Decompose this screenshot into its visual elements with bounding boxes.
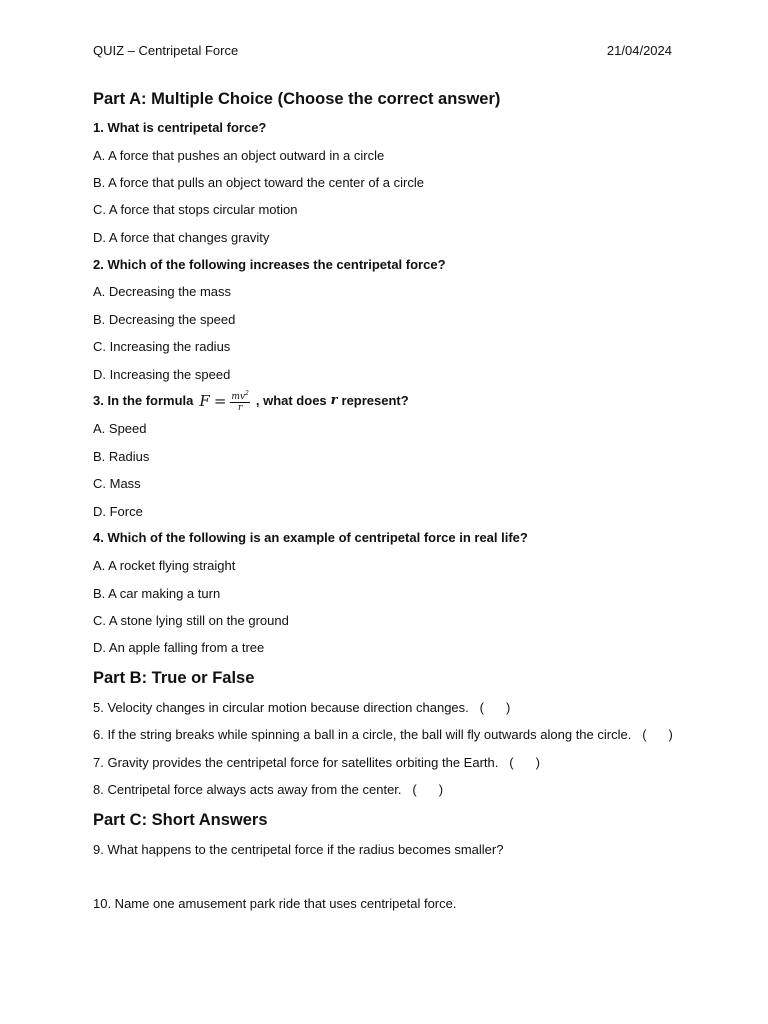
formula-numerator: $mv^2$ — [231, 390, 249, 402]
true-false-item — [93, 782, 443, 798]
centripetal-formula — [199, 388, 249, 414]
q1-option-c: C. A force that stops circular motion — [93, 202, 298, 217]
q4-option-d: D. An apple falling from a tree — [93, 640, 265, 655]
question-2: 2. Which of the following increases the centripetal force? — [93, 257, 446, 272]
true-false-item — [93, 700, 510, 716]
answer-blank-7[interactable]: ( ) — [509, 755, 540, 770]
answer-blank-6[interactable]: ( ) — [642, 727, 673, 742]
short-answer-9: 9. What happens to the centripetal force if the radius becomes smaller? — [93, 842, 504, 857]
q1-option-a: A. A force that pushes an object outward in a circle — [93, 148, 385, 163]
quiz-title: QUIZ – Centripetal Force — [93, 43, 239, 58]
question-1: 1. What is centripetal force? — [93, 120, 267, 135]
q3-prefix: 3. In the formula — [93, 393, 194, 408]
short-answer-10: 10. Name one amusement park ride that uses centripetal force. — [93, 896, 457, 911]
q4-option-c: C. A stone lying still on the ground — [93, 613, 289, 628]
q2-option-b: B. Decreasing the speed — [93, 312, 236, 327]
q1-option-b: B. A force that pulls an object toward the center of a circle — [93, 175, 424, 190]
q3-option-d: D. Force — [93, 504, 143, 519]
q3-variable: r — [330, 393, 338, 408]
true-false-item — [93, 727, 673, 743]
q3-option-a: A. Speed — [93, 421, 147, 436]
q1-option-d: D. A force that changes gravity — [93, 230, 270, 245]
q3-option-b: B. Radius — [93, 449, 150, 464]
question-4: 4. Which of the following is an example of centripetal force in real life? — [93, 530, 528, 545]
statement-6: 6. If the string breaks while spinning a ball in a circle, the ball will fly outwards along the circle. — [93, 727, 632, 742]
part-a-heading: Part A: Multiple Choice (Choose the correct answer) — [93, 90, 501, 108]
q2-option-a: A. Decreasing the mass — [93, 284, 232, 299]
true-false-item — [93, 755, 540, 771]
q3-option-c: C. Mass — [93, 476, 141, 491]
statement-7: 7. Gravity provides the centripetal force for satellites orbiting the Earth. — [93, 755, 499, 770]
statement-8: 8. Centripetal force always acts away from the center. — [93, 782, 402, 797]
statement-5: 5. Velocity changes in circular motion because direction changes. — [93, 700, 469, 715]
question-3 — [93, 388, 409, 414]
formula-equals: = — [213, 392, 227, 410]
formula-lhs: F — [199, 392, 210, 410]
answer-blank-8[interactable]: ( ) — [412, 782, 444, 797]
part-c-heading: Part C: Short Answers — [93, 811, 268, 829]
q4-option-b: B. A car making a turn — [93, 586, 221, 601]
formula-denominator: r — [237, 403, 243, 413]
part-b-heading: Part B: True or False — [93, 669, 255, 687]
q2-option-c: C. Increasing the radius — [93, 339, 231, 354]
formula-fraction — [230, 389, 249, 413]
q3-suffix: represent? — [341, 393, 409, 408]
answer-blank-5[interactable]: ( ) — [479, 700, 511, 715]
quiz-date: 21/04/2024 — [606, 43, 672, 58]
q4-option-a: A. A rocket flying straight — [93, 558, 236, 573]
q2-option-d: D. Increasing the speed — [93, 367, 231, 382]
q3-mid: , what does — [255, 393, 327, 408]
